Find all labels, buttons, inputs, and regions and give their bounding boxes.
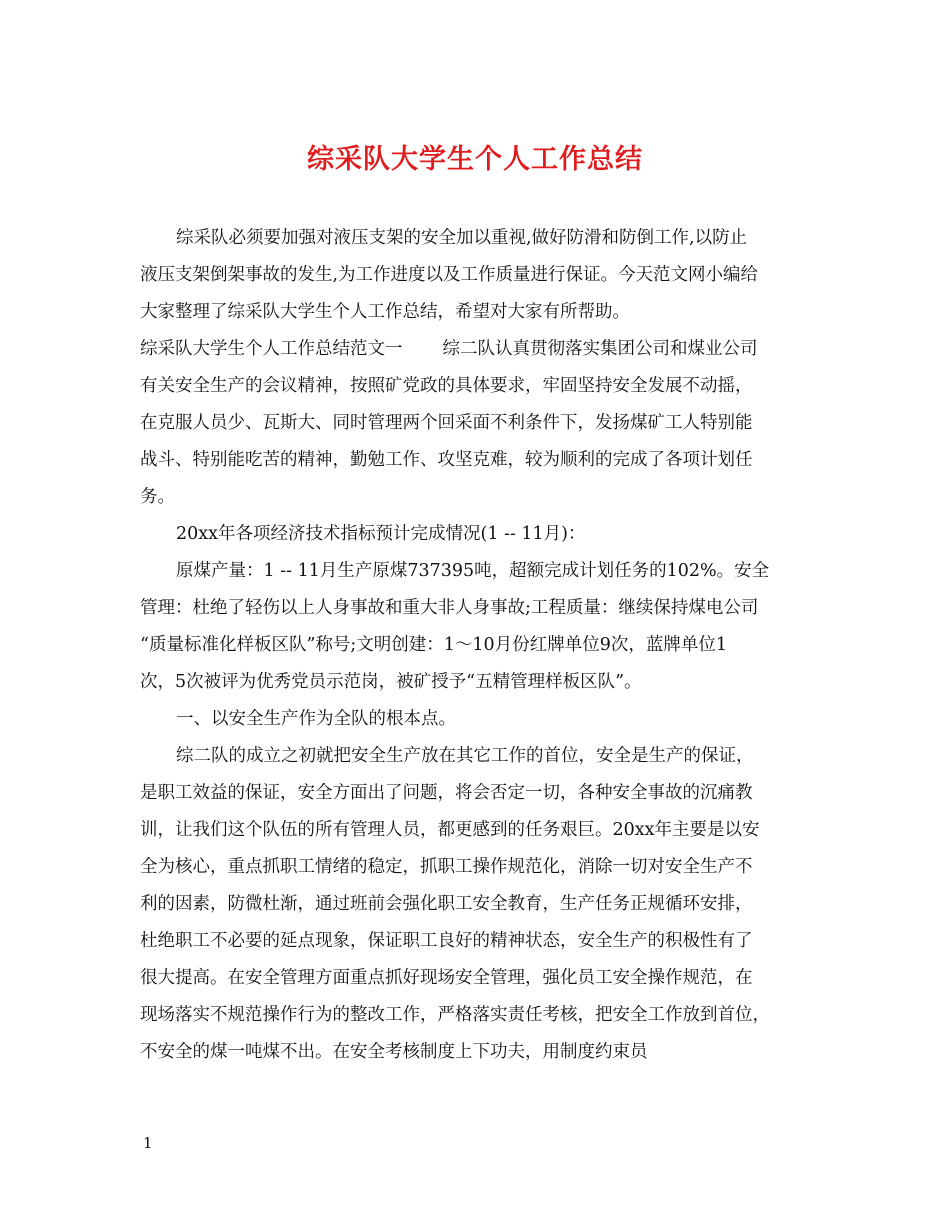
body-line: 有关安全生产的会议精神，按照矿党政的具体要求，牢固坚持安全发展不动摇， (140, 376, 753, 396)
body-line: 很大提高。在安全管理方面重点抓好现场安全管理，强化员工安全操作规范，在 (140, 968, 753, 988)
body-line: 战斗、特别能吃苦的精神，勤勉工作、攻坚克难，较为顺利的完成了各项计划任 (140, 450, 753, 470)
body-line: 训，让我们这个队伍的所有管理人员，都更感到的任务艰巨。20xx年主要是以安 (140, 820, 760, 840)
body-line: 20xx年各项经济技术指标预计完成情况(1 -- 11月)： (176, 524, 586, 544)
body-line: 在克服人员少、瓦斯大、同时管理两个回采面不利条件下，发扬煤矿工人特别能 (140, 413, 753, 433)
document-body (140, 220, 804, 1071)
body-line: “质量标准化样板区队”称号;文明创建：1～10月份红牌单位9次，蓝牌单位1 (140, 635, 727, 655)
body-text-segment: 综二队认真贯彻落实集团公司和煤业公司 (442, 339, 758, 359)
body-line-with-heading (140, 331, 804, 368)
body-line: 务。 (140, 487, 175, 507)
body-line: 次，5次被评为优秀党员示范岗，被矿授予“五精管理样板区队”。 (140, 672, 642, 692)
section-heading: 综采队大学生个人工作总结范文一 (140, 339, 403, 359)
body-line: 是职工效益的保证，安全方面出了问题，将会否定一切，各种安全事故的沉痛教 (140, 783, 753, 803)
body-line: 利的因素，防微杜渐，通过班前会强化职工安全教育，生产任务正规循环安排， (140, 894, 753, 914)
body-line: 一、以安全生产作为全队的根本点。 (176, 709, 456, 729)
body-line: 大家整理了综采队大学生个人工作总结，希望对大家有所帮助。 (140, 302, 630, 322)
body-line: 现场落实不规范操作行为的整改工作，严格落实责任考核，把安全工作放到首位， (140, 1005, 770, 1025)
document-title: 综采队大学生个人工作总结 (307, 144, 643, 175)
body-line: 全为核心，重点抓职工情绪的稳定，抓职工操作规范化，消除一切对安全生产不 (140, 857, 753, 877)
body-line: 原煤产量：1 -- 11月生产原煤737395吨，超额完成计划任务的102%。安全 (176, 561, 770, 581)
page-number: 1 (143, 1134, 153, 1152)
body-line: 综二队的成立之初就把安全生产放在其它工作的首位，安全是生产的保证， (176, 746, 754, 766)
body-line: 管理：杜绝了轻伤以上人身事故和重大非人身事故;工程质量：继续保持煤电公司 (140, 598, 759, 618)
body-line: 液压支架倒架事故的发生,为工作进度以及工作质量进行保证。今天范文网小编给 (140, 265, 759, 285)
body-line: 不安全的煤一吨煤不出。在安全考核制度上下功夫，用制度约束员 (140, 1042, 648, 1062)
body-line: 综采队必须要加强对液压支架的安全加以重视,做好防滑和防倒工作,以防止 (176, 228, 748, 248)
body-line: 杜绝职工不必要的延点现象，保证职工良好的精神状态，安全生产的积极性有了 (140, 931, 753, 951)
